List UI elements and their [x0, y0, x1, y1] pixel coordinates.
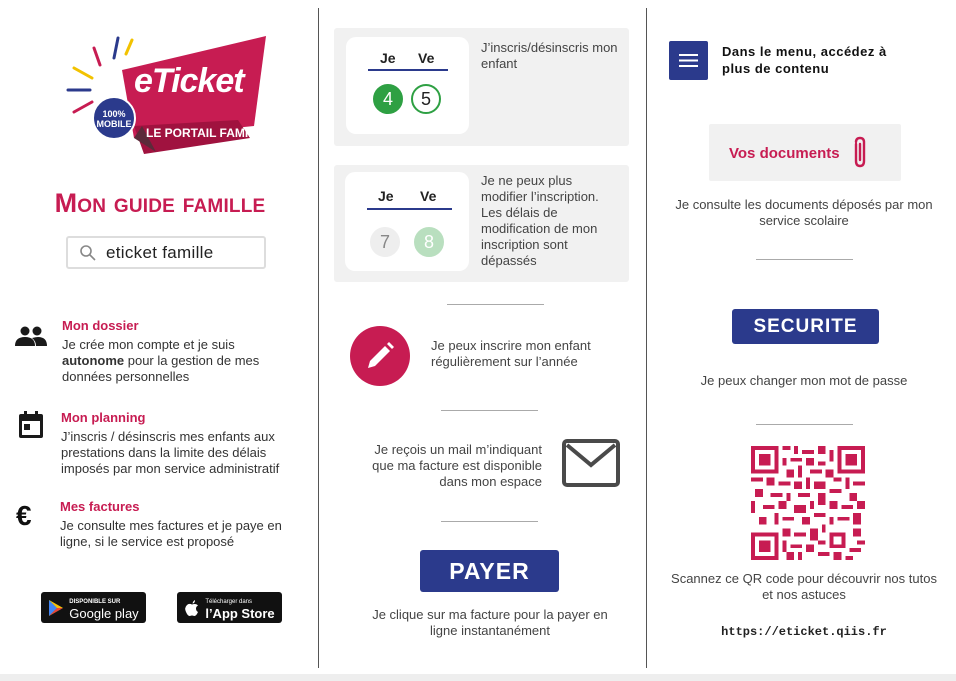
section-title-dossier: Mon dossier [62, 318, 139, 333]
security-text: Je peux changer mon mot de passe [700, 373, 908, 388]
menu-text: Dans le menu, accédez à plus de contenu [722, 44, 887, 76]
app-store-label: l’App Store [205, 605, 275, 621]
badge-line1: 100% [102, 109, 126, 119]
day-circle-disabled-selected: 8 [414, 227, 444, 257]
section-title-factures: Mes factures [60, 499, 140, 514]
day-je-locked: Je [378, 188, 394, 204]
mail-icon [562, 439, 620, 487]
day-ve: Ve [418, 50, 435, 66]
hamburger-icon [669, 41, 708, 80]
search-value: eticket famille [106, 242, 214, 262]
search-box[interactable] [66, 236, 266, 269]
qr-text: Scannez ce QR code pour découvrir nos tutos et nos astuces [671, 571, 937, 602]
card-locked-calendar [345, 172, 469, 271]
mail-text: Je reçois un mail m’indiquant que ma facture est disponible dans mon espace [372, 442, 542, 489]
euro-icon: € [16, 500, 32, 531]
section-text-planning: J’inscris / désinscris mes enfants aux prestations dans la limite des délais imposés par mon service administratif [61, 429, 280, 476]
day-je: Je [380, 50, 396, 66]
divider [756, 424, 853, 425]
mobile-badge [92, 96, 136, 140]
qr-code[interactable] [751, 446, 865, 560]
pencil-icon [350, 326, 410, 386]
column-divider-2 [646, 8, 647, 668]
day-ve-locked: Ve [420, 188, 437, 204]
google-play-icon [48, 599, 64, 617]
day-circle-unselected[interactable]: 5 [411, 84, 441, 114]
bottom-strip [0, 674, 956, 681]
website-link[interactable]: https://eticket.qiis.fr [721, 625, 887, 639]
app-store-top: Télécharger dans [205, 598, 253, 605]
pay-text: Je clique sur ma facture pour la payer en ligne instantanément [372, 607, 608, 638]
security-button[interactable]: SECURITE [732, 309, 879, 344]
logo-subtitle: LE PORTAIL FAMILLE [146, 126, 271, 140]
divider [441, 410, 538, 411]
app-store-button[interactable] [177, 592, 282, 623]
section-text-dossier: Je crée mon compte et je suis autonome pour la gestion de mes données personnelles [62, 337, 260, 384]
pay-button[interactable]: PAYER [420, 550, 559, 592]
card2-underline [367, 208, 452, 210]
documents-label: Vos documents [729, 145, 840, 162]
card-inscription-calendar [346, 37, 469, 134]
divider [441, 521, 538, 522]
logo-title: eTicket [134, 62, 244, 100]
documents-text: Je consulte les documents déposés par mon service scolaire [675, 197, 933, 228]
apple-icon [184, 599, 200, 617]
google-play-button[interactable] [41, 592, 146, 623]
divider [756, 259, 853, 260]
menu-button[interactable] [669, 41, 708, 80]
search-icon [78, 243, 98, 263]
google-play-top: DISPONIBLE SUR [69, 598, 121, 605]
documents-button[interactable] [709, 124, 901, 181]
day-circle-disabled: 7 [370, 227, 400, 257]
guide-title: Mon guide famille [54, 188, 266, 218]
badge-line2: MOBILE [96, 119, 132, 129]
people-icon [14, 326, 48, 348]
card1-underline [368, 69, 448, 71]
divider [447, 304, 544, 305]
paperclip-icon [849, 136, 871, 170]
google-play-label: Google play [69, 605, 139, 621]
section-text-factures: Je consulte mes factures et je paye en ligne, si le service est proposé [60, 518, 282, 549]
card2-text: Je ne peux plus modifier l’inscription. Les délais de modification de mon inscription sont dépassés [481, 173, 599, 268]
calendar-icon [18, 411, 44, 439]
column-divider-1 [318, 8, 319, 668]
pencil-text: Je peux inscrire mon enfant régulièrement sur l’année [431, 338, 591, 369]
card1-text: J’inscris/désinscris mon enfant [481, 40, 618, 71]
logo [60, 30, 280, 160]
day-circle-selected[interactable]: 4 [373, 84, 403, 114]
section-title-planning: Mon planning [61, 410, 146, 425]
